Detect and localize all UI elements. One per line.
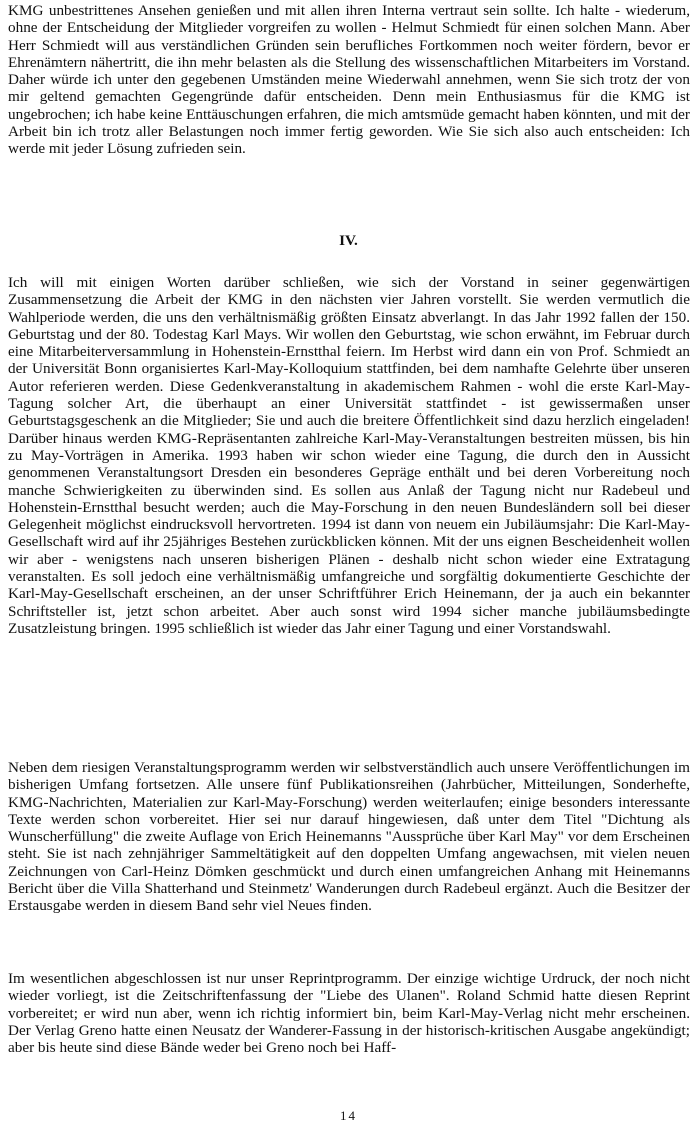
page-number: 14 (340, 1108, 357, 1123)
paragraph (8, 759, 690, 915)
paragraph-text: KMG unbestrittenes Ansehen genießen und mit allen ihren Interna vertraut sein sollte. Ich halte - wiederum, ohne der Entscheidung der Mitglieder vorgreifen zu wollen - Helmut Schmiedt für einen solchen Mann. Aber Herr Schmiedt will aus verständlichen Gründen sein berufliches Fortkommen noch weiter fördern, bevor er Ehrenämtern nähertritt, die ihn mehr belasten als die Stellung des wissenschaftlichen Mitarbeiters im Vorstand. Daher würde ich unter den gegebenen Umständen meine Wiederwahl annehmen, wenn Sie sich trotz der von mir geltend gemachten Gegengründe dafür entscheiden. Denn mein Enthusiasmus für die KMG ist ungebrochen; ich habe keine Enttäuschungen erfahren, die mich amtsmüde gemacht haben könnten, und mit der Arbeit bin ich trotz aller Belastungen noch immer fertig geworden. Wie Sie sich also auch entscheiden: Ich werde mit jeder Lösung zufrieden sein. (8, 2, 690, 158)
paragraph (8, 274, 690, 637)
paragraph-text: Neben dem riesigen Veranstaltungsprogramm werden wir selbstverständlich auch unsere Veröffentlichungen im bisherigen Umfang fortsetzen. Alle unsere fünf Publikationsreihen (Jahrbücher, Mitteilungen, Sonderhefte, KMG-Nachrichten, Materialien zur Karl-May-Forschung) werden weiterlaufen; einige besonders interessante Texte werden schon vorbereitet. Hier sei nur darauf hingewiesen, daß unter dem Titel "Dichtung als Wunscherfüllung" die zweite Auflage von Erich Heinemanns "Aussprüche über Karl May" vor dem Erscheinen steht. Sie ist nach zehnjähriger Sammeltätigkeit auf den doppelten Umfang angewachsen, mit vielen neuen Zeichnungen von Carl-Heinz Dömken geschmückt und durch einen umfangreichen Anhang mit Heinemanns Bericht über die Villa Shatterhand und Steinmetz' Wanderungen durch Radebeul ergänzt. Auch die Besitzer der Erstausgabe werden in diesem Band sehr viel Neues finden. (8, 759, 690, 915)
paragraph-text: Im wesentlichen abgeschlossen ist nur unser Reprintprogramm. Der einzige wichtige Urdruck, der noch nicht wieder vorliegt, ist die Zeitschriftenfassung der "Liebe des Ulanen". Roland Schmid hatte diesen Reprint vorbereitet; er wird nun aber, wenn ich richtig informiert bin, beim Karl-May-Verlag nicht mehr erscheinen. Der Verlag Greno hatte einen Neusatz der Wanderer-Fassung in der historisch-kritischen Ausgabe angekündigt; aber bis heute sind diese Bände weder bei Greno noch bei Haff- (8, 970, 690, 1057)
paragraph-text: Ich will mit einigen Worten darüber schließen, wie sich der Vorstand in seiner gegenwärtigen Zusammensetzung die Arbeit der KMG in den nächsten vier Jahren vorstellt. Sie werden vermutlich die Wahlperiode werden, die uns den verhältnismäßig größten Einsatz abverlangt. In das Jahr 1992 fallen der 150. Geburtstag und der 80. Todestag Karl Mays. Wir wollen den Geburtstag, wie schon erwähnt, im Februar durch eine Mitarbeiterversammlung in Hohenstein-Ernstthal feiern. Im Herbst wird dann ein von Prof. Schmiedt an der Universität Bonn organisiertes Karl-May-Kolloquium stattfinden, bei dem namhafte Gelehrte über unseren Autor referieren werden. Diese Gedenkveranstaltung in akademischem Rahmen - wohl die erste Karl-May-Tagung solcher Art, die überhaupt an einer Universität stattfindet - ist gewissermaßen unser Geburtstagsgeschenk an die Mitglieder; Sie und auch die breitere Öffentlichkeit sind dazu herzlich eingeladen! Darüber hinaus werden KMG-Repräsentanten zahlreiche Karl-May-Veranstaltungen bestreiten müssen, bis hin zu May-Vorträgen in Amerika. 1993 haben wir schon wieder eine Tagung, die durch den in Aussicht genommenen Veranstaltungsort Dresden ein besonderes Gepräge enthält und bei deren Vorbereitung noch manche Schwierigkeiten zu überwinden sind. Es sollen aus Anlaß der Tagung nicht nur Radebeul und Hohenstein-Ernstthal besucht werden; auch die May-Forschung in den neuen Bundesländern soll bei dieser Gelegenheit möglichst eindrucksvoll hervortreten. 1994 ist dann von neuem ein Jubiläumsjahr: Die Karl-May-Gesellschaft wird auf ihr 25jähriges Bestehen zurückblicken können. Mit der uns eignen Bescheidenheit wollen wir aber - wenigstens nach unseren bisherigen Plänen - deshalb nicht schon wieder eine Extratagung veranstalten. Es soll jedoch eine verhältnismäßig umfangreiche und sorgfältig dokumentierte Geschichte der Karl-May-Gesellschaft erscheinen, an der unser Schriftführer Erich Heinemann, der ja auch ein bekannter Schriftsteller ist, jetzt schon arbeitet. Aber auch sonst wird 1994 sicher manche jubiläumsbedingte Zusatzleistung bringen. 1995 schließlich ist wieder das Jahr einer Tagung und einer Vorstandswahl. (8, 274, 690, 637)
paragraph (8, 2, 690, 158)
paragraph (8, 970, 690, 1056)
section-heading: IV. (339, 232, 358, 249)
